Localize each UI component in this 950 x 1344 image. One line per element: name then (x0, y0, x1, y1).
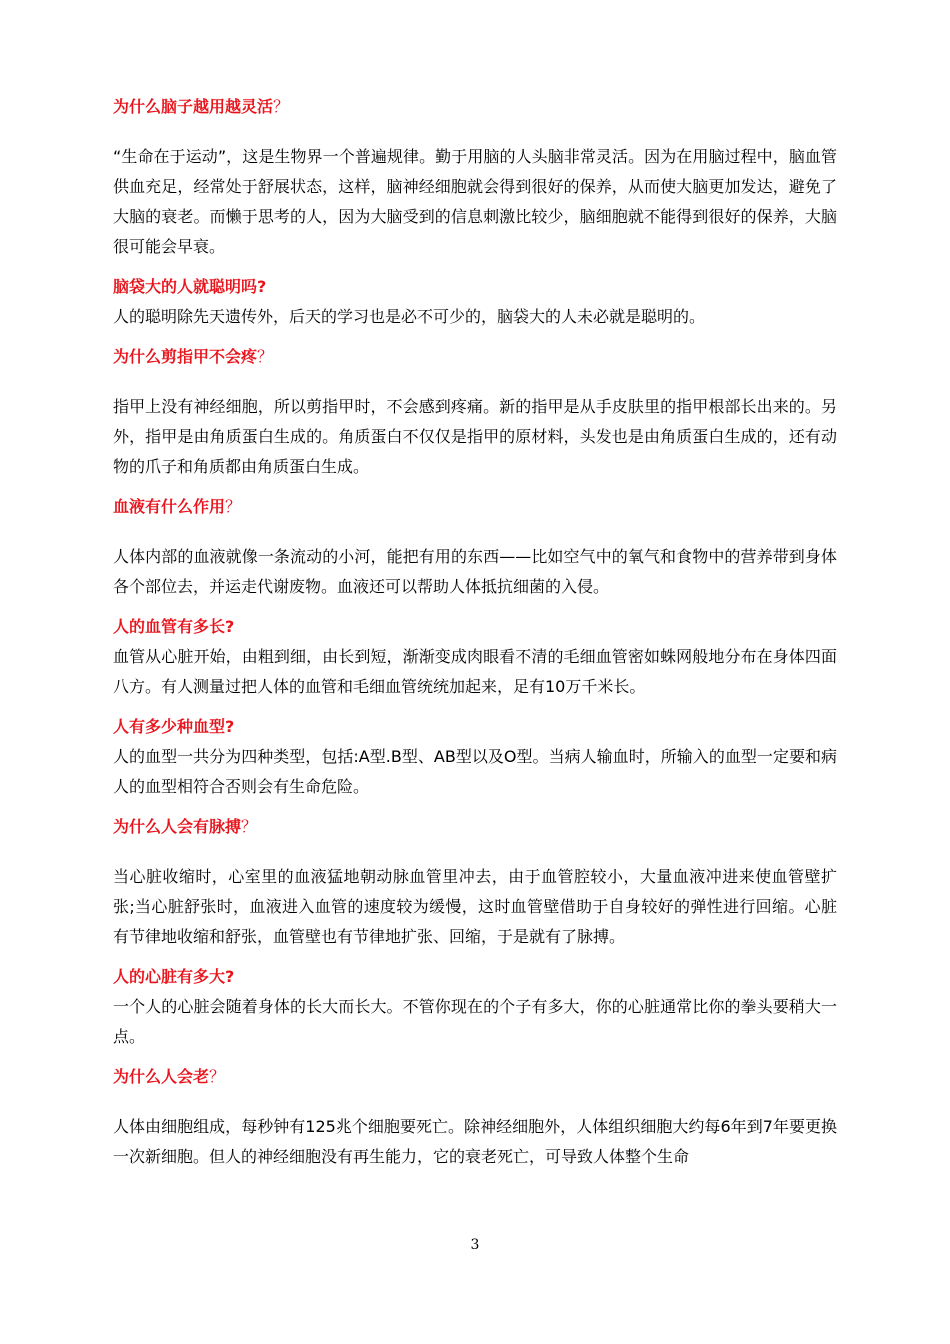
section-paragraph: 一个人的心脏会随着身体的长大而长大。不管你现在的个子有多大，你的心脏通常比你的拳头要稍大一点。 (113, 997, 837, 1046)
page-number: 3 (470, 1237, 480, 1253)
section-title: 脑袋大的人就聪明吗? (113, 277, 267, 296)
section-title: 血液有什么作用？ (113, 497, 242, 516)
section-paragraph: “生命在于运动”，这是生物界一个普遍规律。勤于用脑的人头脑非常灵活。因为在用脑过程中，脑血管供血充足，经常处于舒展状态，这样，脑神经细胞就会得到很好的保养，从而使大脑更加发达，避免了大脑的衰老。而懒于思考的人，因为大脑受到的信息刺激比较少，脑细胞就不能得到很好的保养，大脑很可能会早衰。 (113, 147, 837, 256)
section-brain-flexible (113, 96, 837, 262)
section-title: 为什么人会有脉搏？ (113, 817, 258, 836)
section-paragraph: 指甲上没有神经细胞，所以剪指甲时，不会感到疼痛。新的指甲是从手皮肤里的指甲根部长出来的。另外，指甲是由角质蛋白生成的。角质蛋白不仅仅是指甲的原材料，头发也是由角质蛋白生成的，还有动物的爪子和角质都由角质蛋白生成。 (113, 397, 837, 476)
article-body (113, 96, 837, 1172)
section-heart-size (113, 966, 837, 1052)
section-blood-function (113, 496, 837, 602)
section-title: 人有多少种血型? (113, 717, 235, 736)
section-title: 为什么脑子越用越灵活？ (113, 97, 290, 116)
section-paragraph: 人体内部的血液就像一条流动的小河，能把有用的东西——比如空气中的氧气和食物中的营养带到身体各个部位去，并运走代谢废物。血液还可以帮助人体抵抗细菌的入侵。 (113, 547, 837, 596)
section-title: 为什么剪指甲不会疼？ (113, 347, 274, 366)
section-paragraph: 人的聪明除先天遗传外，后天的学习也是必不可少的，脑袋大的人未必就是聪明的。 (113, 307, 706, 326)
section-blood-vessel-length (113, 616, 837, 702)
section-title: 为什么人会老？ (113, 1067, 226, 1086)
section-paragraph: 血管从心脏开始，由粗到细，由长到短，渐渐变成肉眼看不清的毛细血管密如蛛网般地分布在身体四面八方。有人测量过把人体的血管和毛细血管统统加起来，足有10万千米长。 (113, 647, 837, 696)
section-paragraph: 人体由细胞组成，每秒钟有125兆个细胞要死亡。除神经细胞外，人体组织细胞大约每6年到7年要更换一次新细胞。但人的神经细胞没有再生能力，它的衰老死亡，可导致人体整个生命 (113, 1117, 837, 1166)
section-big-head-smart (113, 276, 837, 332)
section-paragraph: 当心脏收缩时，心室里的血液猛地朝动脉血管里冲去，由于血管腔较小，大量血液冲进来使血管壁扩张;当心脏舒张时，血液进入血管的速度较为缓慢，这时血管壁借助于自身较好的弹性进行回缩。心脏有节律地收缩和舒张，血管壁也有节律地扩张、回缩，于是就有了脉搏。 (113, 867, 837, 946)
section-title: 人的血管有多长? (113, 617, 235, 636)
section-nail-cutting (113, 346, 837, 482)
section-paragraph: 人的血型一共分为四种类型，包括:A型.B型、AB型以及O型。当病人输血时，所输入的血型一定要和病人的血型相符合否则会有生命危险。 (113, 747, 837, 796)
section-blood-types (113, 716, 837, 802)
section-aging (113, 1066, 837, 1172)
section-pulse (113, 816, 837, 952)
section-title: 人的心脏有多大? (113, 967, 235, 986)
